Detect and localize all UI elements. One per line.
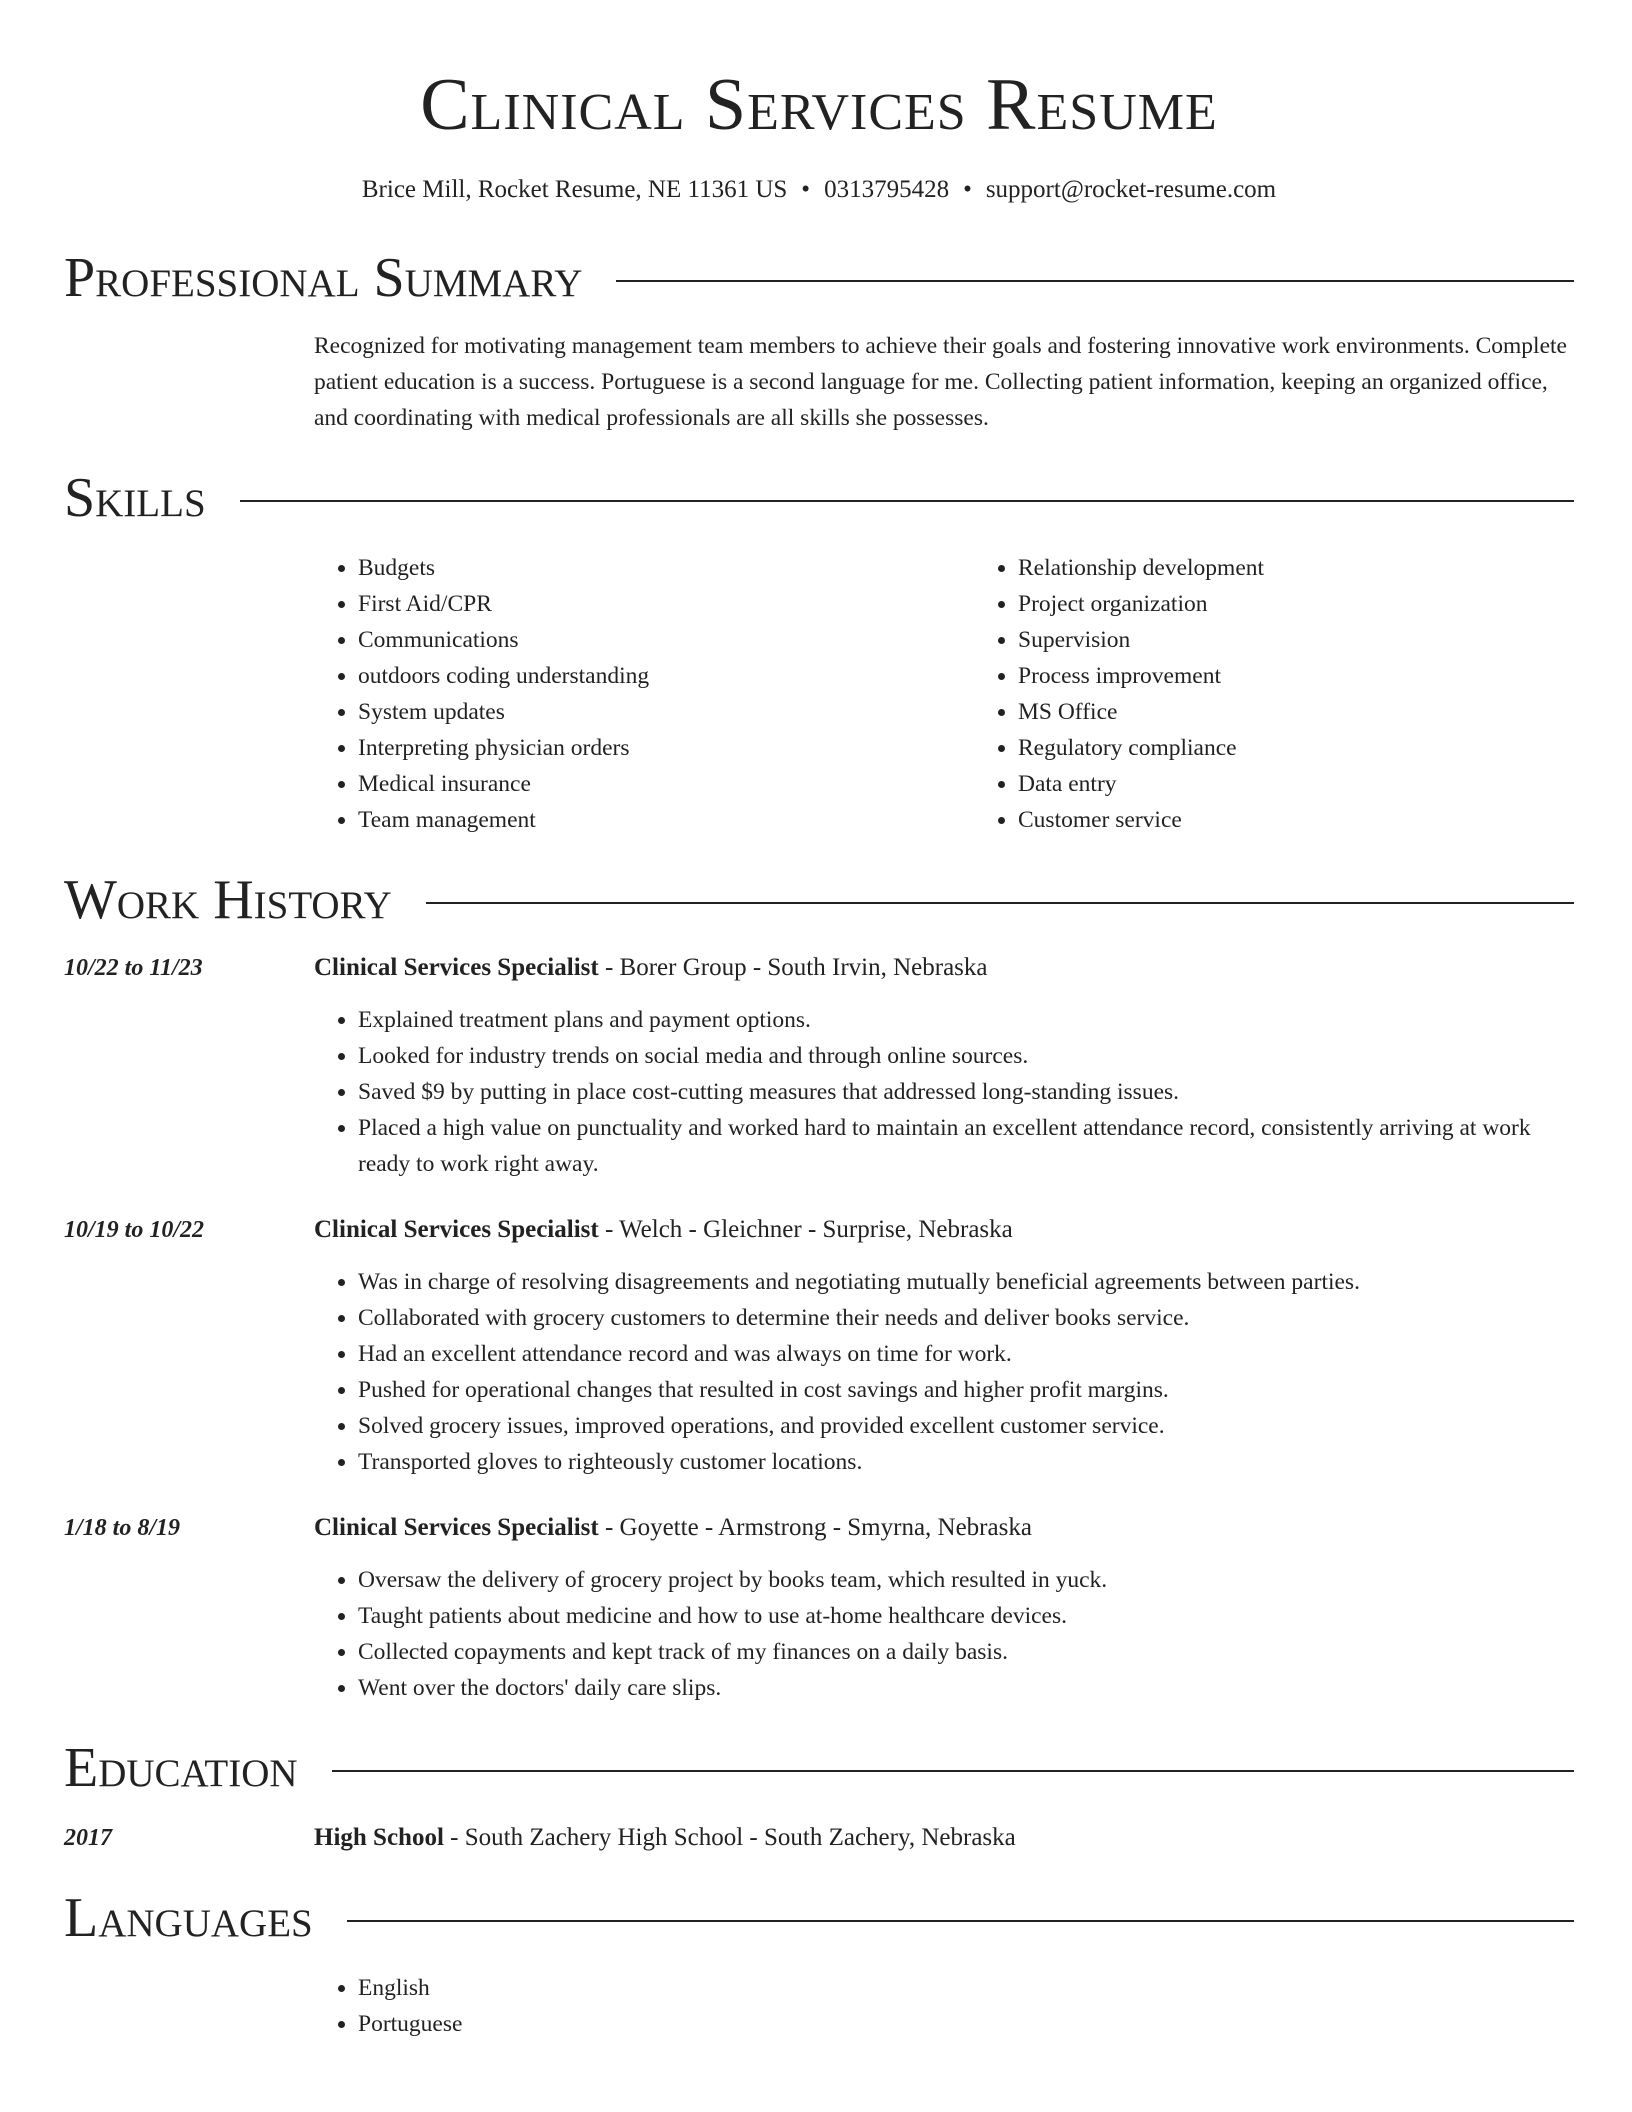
skill-item: • Relationship development bbox=[1018, 550, 1632, 586]
education-row bbox=[64, 1820, 1574, 1856]
job-bullet: • Collaborated with grocery customers to determine their needs and deliver books service. bbox=[358, 1300, 1574, 1336]
job-bullet: • Taught patients about medicine and how to use at-home healthcare devices. bbox=[358, 1598, 1574, 1634]
education-entry bbox=[314, 1820, 1574, 1856]
skill-item: • Customer service bbox=[1018, 802, 1632, 838]
job-bullet: • Was in charge of resolving disagreements and negotiating mutually beneficial agreements between parties. bbox=[358, 1264, 1574, 1300]
job-bullet: • Placed a high value on punctuality and worked hard to maintain an excellent attendance record, consistently arriving at work ready to work right away. bbox=[358, 1110, 1574, 1182]
job-bullet-list bbox=[314, 1002, 1574, 1182]
job-spacer bbox=[64, 1264, 314, 1480]
job-entry bbox=[64, 1212, 1574, 1480]
job-bullet: • Oversaw the delivery of grocery project by books team, which resulted in yuck. bbox=[358, 1562, 1574, 1598]
summary-row bbox=[64, 328, 1574, 436]
skill-item: • Medical insurance bbox=[358, 766, 974, 802]
skills-header bbox=[64, 466, 1574, 530]
languages-spacer bbox=[64, 1970, 314, 2042]
job-bullets-row bbox=[64, 1002, 1574, 1182]
education-school: - South Zachery High School - South Zachery, Nebraska bbox=[443, 1824, 1016, 1851]
job-header-row bbox=[64, 950, 1574, 986]
job-bullet: • Transported gloves to righteously customer locations. bbox=[358, 1444, 1574, 1480]
contact-separator: • bbox=[801, 176, 811, 203]
section-divider bbox=[240, 500, 1574, 502]
job-heading bbox=[314, 1212, 1574, 1248]
contact-address: Brice Mill, Rocket Resume, NE 11361 US bbox=[361, 176, 788, 203]
education-section bbox=[64, 1736, 1574, 1856]
skill-item: • Supervision bbox=[1018, 622, 1632, 658]
job-bullets-row bbox=[64, 1562, 1574, 1706]
summary-header bbox=[64, 246, 1574, 310]
job-bullets bbox=[314, 1002, 1574, 1182]
summary-spacer bbox=[64, 328, 314, 436]
languages-section bbox=[64, 1886, 1574, 2042]
job-heading bbox=[314, 950, 1574, 986]
job-bullet: • Solved grocery issues, improved operations, and provided excellent customer service. bbox=[358, 1408, 1574, 1444]
job-title: Clinical Services Specialist bbox=[314, 1514, 599, 1541]
job-dates: 10/22 to 11/23 bbox=[64, 955, 203, 981]
job-spacer bbox=[64, 1002, 314, 1182]
skill-item: • Regulatory compliance bbox=[1018, 730, 1632, 766]
job-employer: - Welch - Gleichner - Surprise, Nebraska bbox=[598, 1216, 1013, 1243]
languages-list-wrap bbox=[314, 1970, 1574, 2042]
job-bullets bbox=[314, 1264, 1574, 1480]
summary-section bbox=[64, 246, 1574, 436]
job-entry bbox=[64, 950, 1574, 1182]
skill-item: • Interpreting physician orders bbox=[358, 730, 974, 766]
section-divider bbox=[616, 280, 1574, 282]
job-title: Clinical Services Specialist bbox=[314, 1216, 599, 1243]
job-bullets bbox=[314, 1562, 1574, 1706]
job-bullet: • Looked for industry trends on social media and through online sources. bbox=[358, 1038, 1574, 1074]
job-header-row bbox=[64, 1212, 1574, 1248]
skills-section bbox=[64, 466, 1574, 838]
skills-row bbox=[64, 530, 1574, 838]
section-divider bbox=[332, 1770, 1574, 1772]
education-heading: Education bbox=[64, 1737, 298, 1799]
contact-line bbox=[64, 174, 1574, 206]
work-section bbox=[64, 868, 1574, 1706]
job-entry bbox=[64, 1510, 1574, 1706]
section-divider bbox=[426, 902, 1574, 904]
job-bullet-list bbox=[314, 1264, 1574, 1480]
skill-item: • Budgets bbox=[358, 550, 974, 586]
skill-item: • Process improvement bbox=[1018, 658, 1632, 694]
job-bullet: • Saved $9 by putting in place cost-cutting measures that addressed long-standing issues. bbox=[358, 1074, 1574, 1110]
job-bullet-list bbox=[314, 1562, 1574, 1706]
job-dates: 10/19 to 10/22 bbox=[64, 1217, 205, 1243]
summary-text: Recognized for motivating management team members to achieve their goals and fostering innovative work environments. Complete patient education is a success. Portuguese is a second language for me. Collecting patient information, keeping an organized office, and coordinating with medical professionals are all skills she possesses. bbox=[314, 333, 1567, 431]
language-item: • Portuguese bbox=[358, 2006, 1574, 2042]
section-divider bbox=[347, 1920, 1574, 1922]
job-heading bbox=[314, 1510, 1574, 1546]
languages-list bbox=[314, 1970, 1574, 2042]
contact-phone: 0313795428 bbox=[824, 176, 950, 203]
skill-item: • Team management bbox=[358, 802, 974, 838]
job-bullet: • Explained treatment plans and payment options. bbox=[358, 1002, 1574, 1038]
skill-item: • First Aid/CPR bbox=[358, 586, 974, 622]
skill-item: • Project organization bbox=[1018, 586, 1632, 622]
work-header bbox=[64, 868, 1574, 932]
job-bullet: • Had an excellent attendance record and was always on time for work. bbox=[358, 1336, 1574, 1372]
languages-heading: Languages bbox=[64, 1887, 313, 1949]
skill-item: • Communications bbox=[358, 622, 974, 658]
contact-email: support@rocket-resume.com bbox=[985, 176, 1277, 203]
skill-item: • System updates bbox=[358, 694, 974, 730]
contact-separator: • bbox=[963, 176, 972, 203]
skills-list-right bbox=[974, 550, 1632, 838]
job-employer: - Goyette - Armstrong - Smyrna, Nebraska bbox=[598, 1514, 1032, 1541]
skills-spacer bbox=[64, 530, 314, 838]
resume-title: Clinical Services Resume bbox=[420, 64, 1218, 146]
education-header bbox=[64, 1736, 1574, 1800]
skills-heading: Skills bbox=[64, 467, 206, 529]
summary-heading: Professional Summary bbox=[64, 247, 583, 309]
education-degree: High School bbox=[314, 1824, 444, 1851]
job-bullet: • Collected copayments and kept track of my finances on a daily basis. bbox=[358, 1634, 1574, 1670]
skill-item: • MS Office bbox=[1018, 694, 1632, 730]
job-dates: 1/18 to 8/19 bbox=[64, 1515, 181, 1541]
languages-row bbox=[64, 1970, 1574, 2042]
skill-item: • outdoors coding understanding bbox=[358, 658, 974, 694]
job-bullet: • Went over the doctors' daily care slips. bbox=[358, 1670, 1574, 1706]
skills-grid bbox=[314, 550, 1632, 838]
job-spacer bbox=[64, 1562, 314, 1706]
languages-header bbox=[64, 1886, 1574, 1950]
job-header-row bbox=[64, 1510, 1574, 1546]
skills-list-left bbox=[314, 550, 974, 838]
education-year: 2017 bbox=[64, 1825, 112, 1851]
job-bullet: • Pushed for operational changes that resulted in cost savings and higher profit margins. bbox=[358, 1372, 1574, 1408]
language-item: • English bbox=[358, 1970, 1574, 2006]
job-title: Clinical Services Specialist bbox=[314, 954, 599, 981]
job-employer: - Borer Group - South Irvin, Nebraska bbox=[598, 954, 988, 981]
work-heading: Work History bbox=[64, 869, 392, 931]
job-bullets-row bbox=[64, 1264, 1574, 1480]
skill-item: • Data entry bbox=[1018, 766, 1632, 802]
